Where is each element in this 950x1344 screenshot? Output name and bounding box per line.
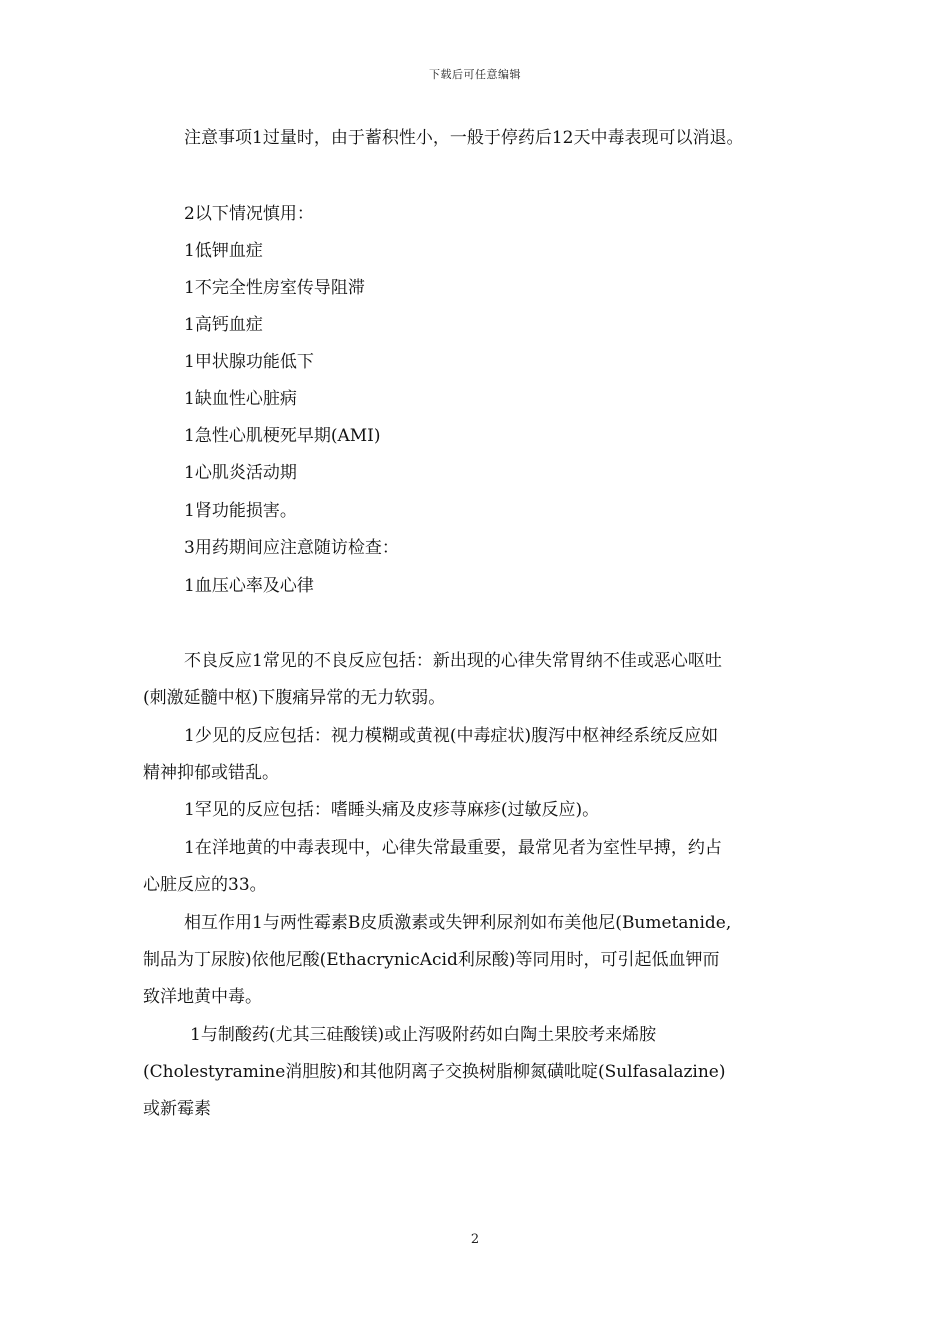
interactions-line: (Cholestyramine消胆胺)和其他阴离子交换树脂柳氮磺吡啶(Sulfasalazine) [143, 1062, 726, 1082]
adverse-reactions-line: 不良反应1常见的不良反应包括：新出现的心律失常胃纳不佳或恶心呕吐 [184, 651, 722, 671]
list-item: 1低钾血症 [184, 241, 263, 261]
list-item: 1心肌炎活动期 [184, 463, 297, 483]
adverse-reactions-line: 1在洋地黄的中毒表现中，心律失常最重要，最常见者为室性早搏，约占 [184, 838, 722, 858]
followup-heading: 3用药期间应注意随访检查： [184, 538, 399, 558]
adverse-reactions-line: 1少见的反应包括：视力模糊或黄视(中毒症状)腹泻中枢神经系统反应如 [184, 726, 719, 746]
list-item: 1血压心率及心律 [184, 576, 314, 596]
adverse-reactions-line: 心脏反应的33。 [143, 875, 267, 895]
interactions-line: 或新霉素 [143, 1099, 211, 1119]
interactions-line: 致洋地黄中毒。 [143, 987, 262, 1007]
precautions-paragraph: 注意事项1过量时，由于蓄积性小，一般于停药后12天中毒表现可以消退。 [184, 128, 744, 148]
list-item: 1急性心肌梗死早期(AMI) [184, 426, 381, 446]
page-header: 下载后可任意编辑 [429, 68, 521, 81]
adverse-reactions-line: (刺激延髓中枢)下腹痛异常的无力软弱。 [143, 688, 446, 708]
page-number: 2 [470, 1232, 480, 1247]
list-item: 1甲状腺功能低下 [184, 352, 314, 372]
list-item: 1不完全性房室传导阻滞 [184, 278, 365, 298]
caution-heading: 2以下情况慎用： [184, 204, 314, 224]
interactions-line: 1与制酸药(尤其三硅酸镁)或止泻吸附药如白陶土果胶考来烯胺 [190, 1025, 657, 1045]
list-item: 1肾功能损害。 [184, 501, 297, 521]
list-item: 1缺血性心脏病 [184, 389, 297, 409]
interactions-line: 相互作用1与两性霉素B皮质激素或失钾利尿剂如布美他尼(Bumetanide, [184, 913, 732, 933]
list-item: 1高钙血症 [184, 315, 263, 335]
interactions-line: 制品为丁尿胺)依他尼酸(EthacrynicAcid利尿酸)等同用时，可引起低血钾而 [143, 950, 720, 970]
adverse-reactions-line: 精神抑郁或错乱。 [143, 763, 279, 783]
adverse-reactions-line: 1罕见的反应包括：嗜睡头痛及皮疹荨麻疹(过敏反应)。 [184, 800, 600, 820]
